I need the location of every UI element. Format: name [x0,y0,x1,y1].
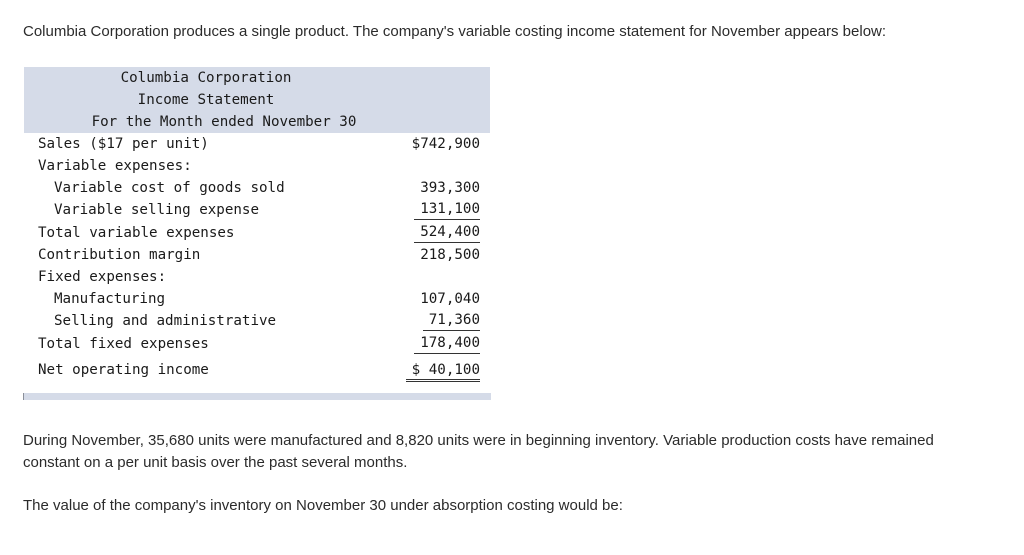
row-label: Variable selling expense [54,202,259,218]
row-variable-cogs [24,177,490,199]
row-amount: 218,500 [420,247,480,263]
row-total-variable [24,222,490,244]
income-statement [24,67,490,383]
problem-paragraph: During November, 35,680 units were manufactured and 8,820 units were in beginning inventory. Variable production costs have remained constant on a per unit basis over the past several months. [23,432,934,471]
statement-title: Income Statement [137,92,275,108]
row-variable-selling [24,199,490,221]
row-label: Net operating income [38,362,209,378]
row-amount: 524,400 [414,222,480,243]
row-label: Selling and administrative [54,313,277,329]
row-label: Total variable expenses [38,225,235,241]
statement-header [24,67,490,133]
row-selling-admin [24,310,490,332]
row-amount: 178,400 [414,333,480,354]
row-label: Manufacturing [54,291,166,307]
row-label: Fixed expenses: [38,269,167,285]
row-amount: $742,900 [411,136,480,152]
row-label: Total fixed expenses [38,336,209,352]
statement-footer-bar [23,393,491,400]
row-sales [24,133,490,155]
row-contribution-margin [24,244,490,266]
row-total-fixed [24,333,490,355]
row-label: Contribution margin [38,247,201,263]
statement-period: For the Month ended November 30 [91,114,357,130]
row-variable-expenses-heading [24,155,490,177]
row-amount: 131,100 [414,199,480,220]
row-amount: 71,360 [423,310,480,331]
problem-intro: Columbia Corporation produces a single product. The company's variable costing income statement for November appears below: [23,23,887,40]
row-label: Sales ($17 per unit) [38,136,209,152]
row-amount: 393,300 [420,180,480,196]
row-fixed-expenses-heading [24,266,490,288]
row-label: Variable expenses: [38,158,192,174]
company-name: Columbia Corporation [120,70,292,86]
row-label: Variable cost of goods sold [54,180,285,196]
statement-rows [24,133,490,383]
row-amount: $ 40,100 [406,359,480,382]
row-net-operating-income [24,359,490,381]
row-manufacturing [24,288,490,310]
problem-question: The value of the company's inventory on November 30 under absorption costing would be: [23,497,623,514]
row-amount: 107,040 [420,291,480,307]
